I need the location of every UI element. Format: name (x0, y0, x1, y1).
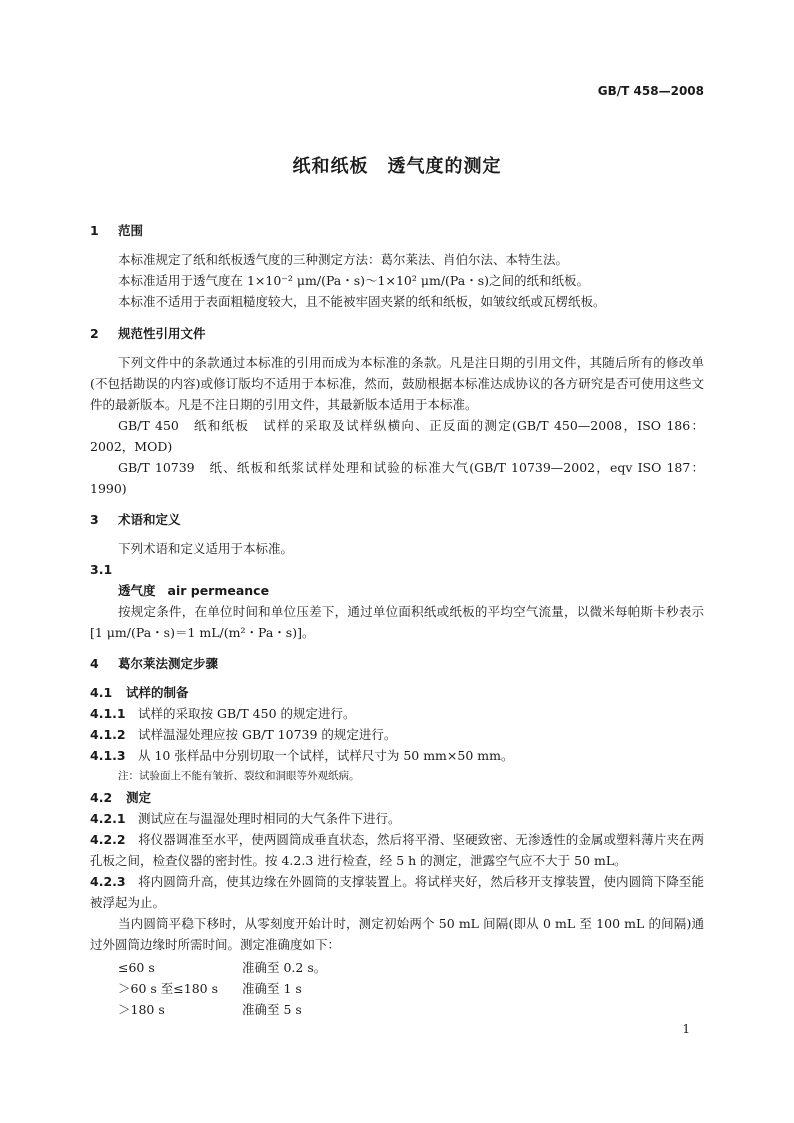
reference-gbt10739: GB/T 10739 纸、纸板和纸浆试样处理和试验的标准大气(GB/T 10739—2002，eqv ISO 187：1990) (90, 460, 704, 496)
accuracy-condition: ＞60 s 至≤180 s (118, 981, 218, 996)
section-title: 范围 (118, 223, 144, 238)
clause-text: 从 10 张样品中分别切取一个试样，试样尺寸为 50 mm×50 mm。 (138, 748, 514, 763)
section-1-heading (90, 220, 704, 241)
term-entry (90, 580, 732, 601)
clause-4-1-3 (90, 745, 704, 766)
clause-text: 将内圆筒升高，使其边缘在外圆筒的支撑装置上。将试样夹好，然后移开支撑装置，使内圆筒下降至能被浮起为止。 (90, 874, 704, 910)
section-title: 葛尔莱法测定步骤 (118, 656, 219, 671)
section-number: 3 (90, 512, 99, 527)
clause-number: 4.1.1 (90, 706, 126, 721)
clause-number: 4.2.1 (90, 811, 126, 826)
accuracy-value: 准确至 5 s (242, 1002, 302, 1017)
section-title: 术语和定义 (118, 512, 181, 527)
section-number: 1 (90, 223, 99, 238)
clause-text: 试样温湿处理应按 GB/T 10739 的规定进行。 (138, 727, 397, 742)
paragraph: 本标准不适用于表面粗糙度较大，且不能被牢固夹紧的纸和纸板，如皱纹纸或瓦楞纸板。 (118, 294, 606, 309)
section-2-heading (90, 323, 704, 344)
document-title: 纸和纸板 透气度的测定 (292, 156, 502, 177)
clause-text: 将仪器调准至水平，使两圆筒成垂直状态，然后将平滑、坚硬致密、无渗透性的金属或塑料薄片夹在两孔板之间，检查仪器的密封性。按 4.2.3 进行检查，经 5 h 的测定，泄露空气应不大于 50 mL。 (90, 832, 704, 868)
accuracy-condition: ≤60 s (118, 960, 155, 975)
section-4-heading (90, 653, 704, 674)
term-definition: 按规定条件，在单位时间和单位压差下，通过单位面积纸或纸板的平均空气流量，以微米每帕斯卡秒表示[1 μm/(Pa・s)＝1 mL/(m²・Pa・s)]。 (90, 604, 704, 640)
clause-number: 4.2.3 (90, 874, 126, 889)
clause-4-2-1 (90, 808, 704, 829)
clause-number: 4.1.2 (90, 727, 126, 742)
reference-gbt450: GB/T 450 纸和纸板 试样的采取及试样纵横向、正反面的测定(GB/T 450—2008，ISO 186：2002，MOD) (90, 418, 704, 454)
section-number: 4 (90, 656, 99, 671)
paragraph: 下列术语和定义适用于本标准。 (118, 541, 294, 556)
clause-4-2-3 (90, 871, 704, 913)
note: 注：试验面上不能有皱折、裂纹和洞眼等外观纸病。 (118, 770, 360, 782)
section-title: 规范性引用文件 (118, 326, 206, 341)
standard-code: GB/T 458—2008 (597, 84, 704, 98)
term-english: air permeance (167, 583, 270, 598)
accuracy-value: 准确至 1 s (242, 981, 302, 996)
accuracy-condition: ＞180 s (118, 1002, 165, 1017)
section-number: 2 (90, 326, 99, 341)
clause-4-1-2 (90, 724, 704, 745)
clause-text: 测试应在与温湿处理时相同的大气条件下进行。 (138, 811, 401, 826)
clause-text: 试样的采取按 GB/T 450 的规定进行。 (138, 706, 356, 721)
clause-number: 4.1 (90, 685, 113, 700)
term-chinese: 透气度 (118, 583, 156, 598)
accuracy-list (90, 957, 704, 1020)
section-3-heading (90, 509, 704, 530)
paragraph-timing: 当内圆筒平稳下移时，从零刻度开始计时，测定初始两个 50 mL 间隔(即从 0 mL 至 100 mL 的间隔)通过外圆筒边缘时所需时间。测定准确度如下： (90, 916, 704, 952)
paragraph: 本标准适用于透气度在 1×10⁻² μm/(Pa・s)～1×10² μm/(Pa・s)之间的纸和纸板。 (118, 273, 590, 288)
clause-number: 4.1.3 (90, 748, 126, 763)
accuracy-value: 准确至 0.2 s。 (242, 960, 327, 975)
clause-4-1-heading (90, 682, 704, 703)
clause-4-2-2 (90, 829, 704, 871)
clause-4-2-heading (90, 787, 704, 808)
clause-3-1-number: 3.1 (90, 562, 113, 577)
page-number: 1 (682, 1022, 690, 1036)
accuracy-row (90, 999, 704, 1020)
paragraph: 本标准规定了纸和纸板透气度的三种测定方法：葛尔莱法、肖伯尔法、本特生法。 (118, 252, 569, 267)
clause-title: 测定 (126, 790, 152, 805)
paragraph: 下列文件中的条款通过本标准的引用而成为本标准的条款。凡是注日期的引用文件，其随后所有的修改单(不包括勘误的内容)或修订版均不适用于本标准，然而，鼓励根据本标准达成协议的各方研究是否可使用这些文件的最新版本。凡是不注日期的引用文件，其最新版本适用于本标准。 (90, 355, 704, 412)
clause-number: 4.2 (90, 790, 113, 805)
clause-title: 试样的制备 (126, 685, 189, 700)
accuracy-row (90, 957, 704, 978)
accuracy-row (90, 978, 704, 999)
clause-4-1-1 (90, 703, 704, 724)
clause-number: 4.2.2 (90, 832, 126, 847)
